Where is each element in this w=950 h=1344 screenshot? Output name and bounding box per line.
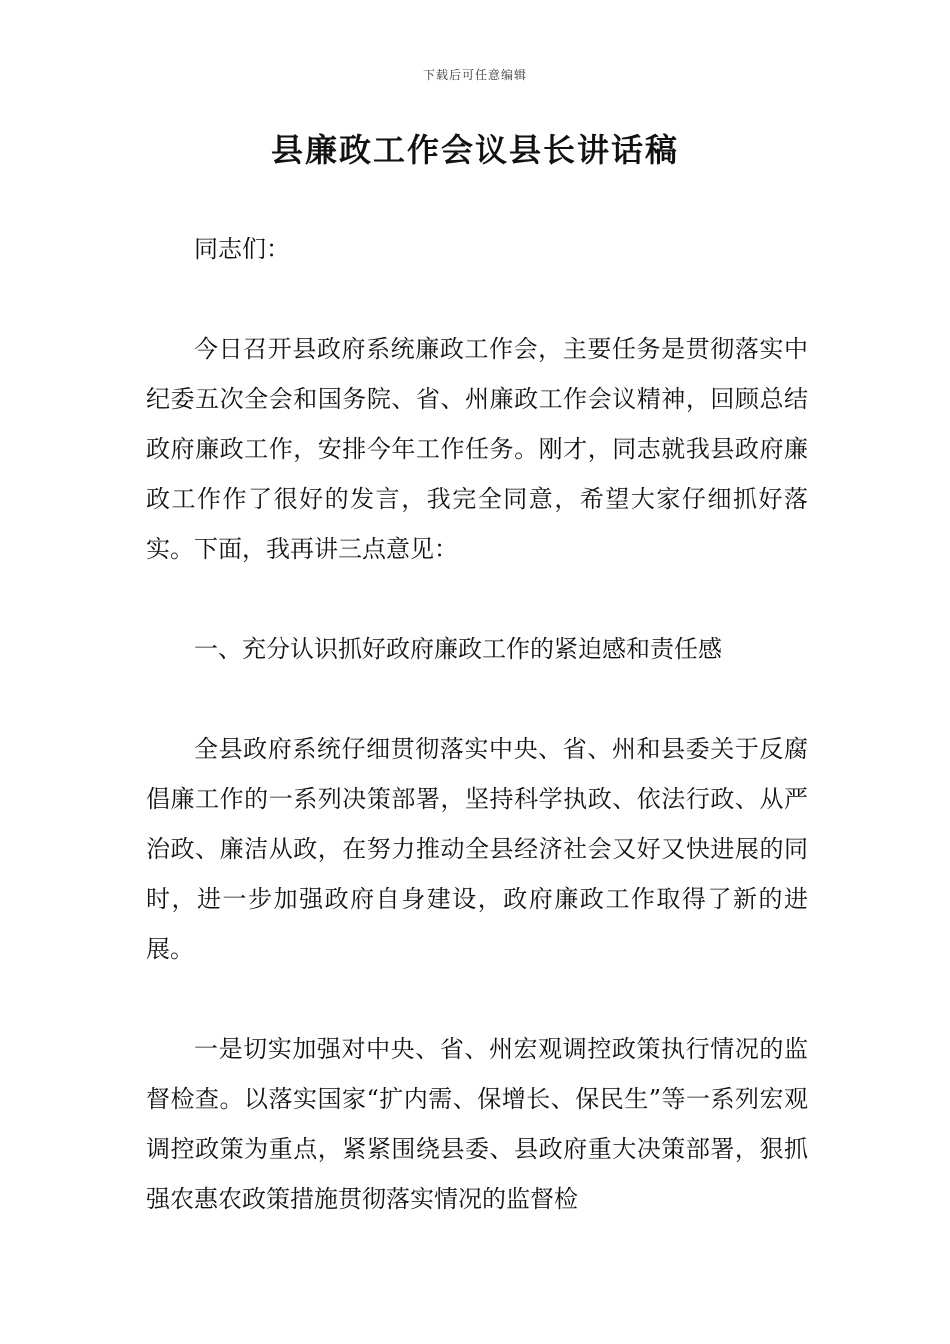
document-title: 县廉政工作会议县长讲话稿 bbox=[270, 131, 679, 169]
body-paragraph: 全县政府系统仔细贯彻落实中央、省、州和县委关于反腐倡廉工作的一系列决策部署，坚持科学执政、依法行政、从严治政、廉洁从政，在努力推动全县经济社会又好又快进展的同时，进一步加强政府自身建设，政府廉政工作取得了新的进展。 bbox=[146, 735, 808, 963]
download-note: 下载后可任意编辑 bbox=[422, 68, 527, 82]
body-paragraph-point-1: 一是切实加强对中央、省、州宏观调控政策执行情况的监督检查。以落实国家“扩内需、保增长、保民生”等一系列宏观调控政策为重点，紧紧围绕县委、县政府重大决策部署，狠抓强农惠农政策措施贯彻落实情况的监督检 bbox=[146, 1035, 808, 1213]
intro-paragraph: 今日召开县政府系统廉政工作会，主要任务是贯彻落实中纪委五次全会和国务院、省、州廉政工作会议精神，回顾总结政府廉政工作，安排今年工作任务。刚才，同志就我县政府廉政工作作了很好的发言，我完全同意，希望大家仔细抓好落实。下面，我再讲三点意见： bbox=[146, 335, 808, 563]
greeting-paragraph: 同志们： bbox=[194, 235, 290, 263]
document-body bbox=[146, 224, 808, 1274]
section-heading-1: 一、充分认识抓好政府廉政工作的紧迫感和责任感 bbox=[194, 635, 722, 663]
